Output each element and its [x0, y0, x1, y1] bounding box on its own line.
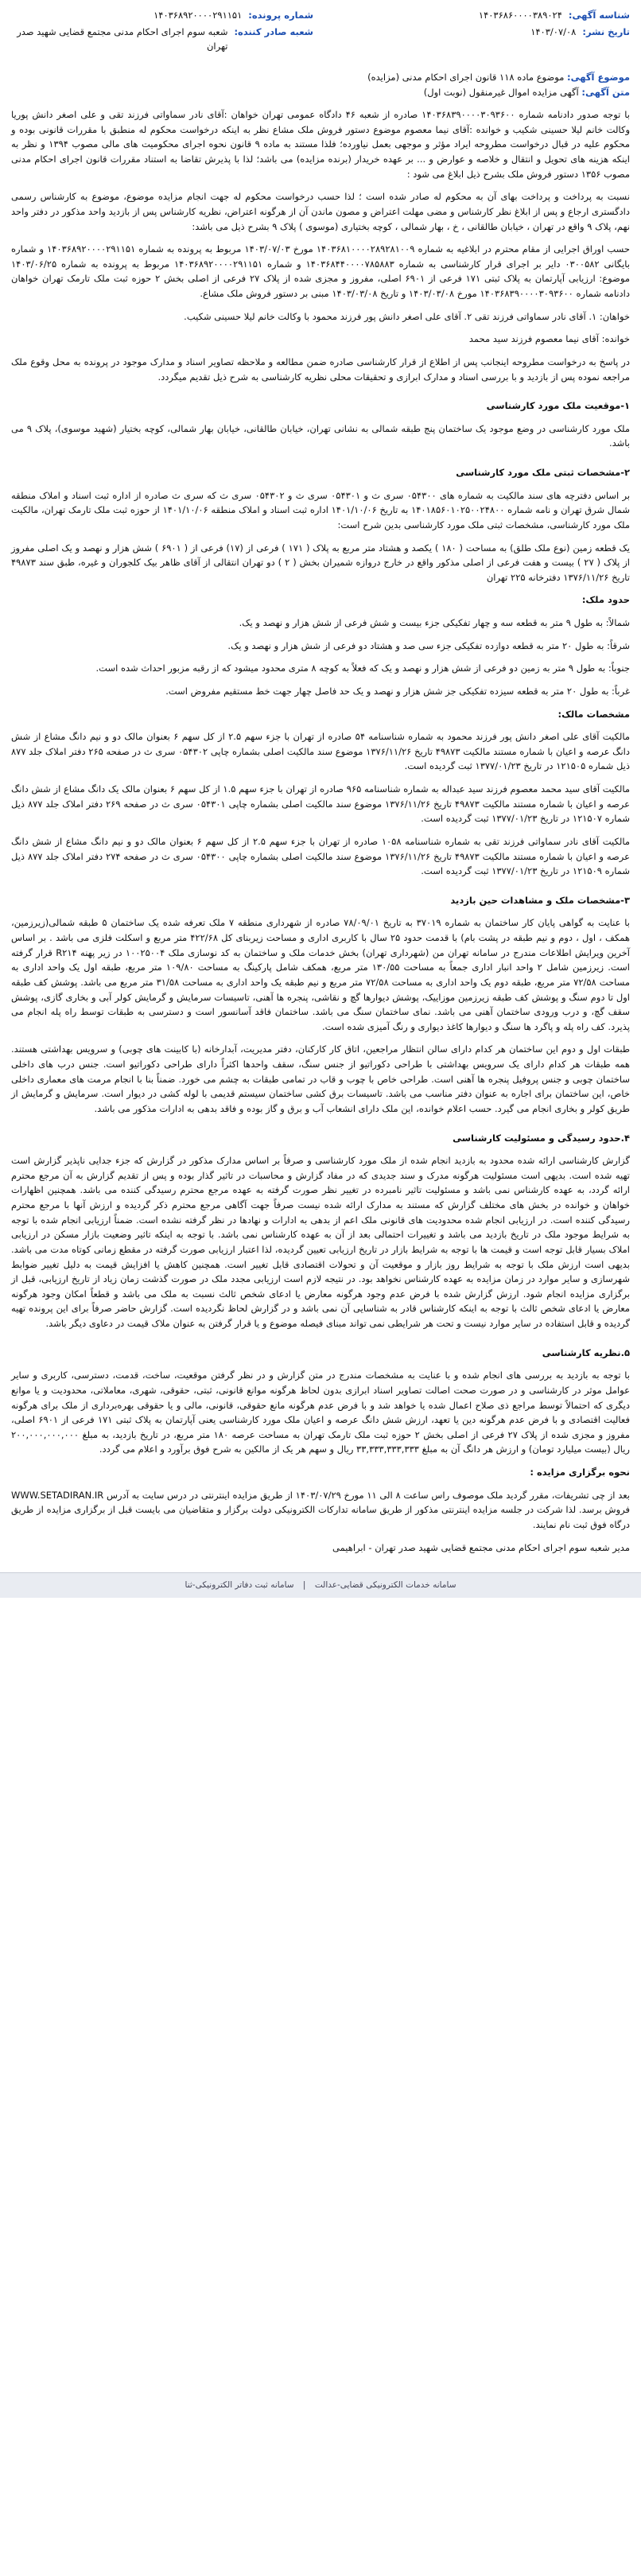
header-left — [11, 8, 313, 56]
observations-paragraph-2: طبقات اول و دوم این ساختمان هر کدام دارای سالن انتظار مراجعین، اتاق کار کارکنان، دفتر مدیریت، آبدارخانه (با کابینت های چوبی) و سرویس بهداشتی هستند. همه طبقات هر کدام دارای یک سرویس بهداشتی با طراحی دکوراتیو از جنس سنگ، سقف واحدها اکثراً دارای طراحی دکوراتیو است. جنس درب های داخلی ساختمان چوبی و جنس پروفیل پنجره ها آهنی است. طراحی خاص با چوب و قاب در تمامی طبقات به چشم می خورد. ضمناً بنا با انجام مرمت های معماری داخلی خاص، این ساختمان برای اجاره به عنوان دفتر مناسب می باشد. تاسیسات برق کشی ساختمان سیستم قدیمی با لوله کشی در دیوار است. سرمایش و گرمایش از طریق کولر و بخاری انجام می گیرد. حسب اعلام خوانده، این ملک دارای انشعاب آب و برق و گاز بوده و فاقد بدهی به ادارات مذکور می باشد. — [11, 1043, 630, 1114]
section-opinion-title: ۵.نظریه کارشناسی — [542, 1346, 630, 1358]
body-title — [11, 85, 630, 100]
body-title-text: آگهی مزایده اموال غیرمنقول (نوبت اول) — [423, 86, 579, 98]
opinion-paragraph: با توجه به بازدید به بررسی های انجام شده و با عنایت به مشخصات مندرج در متن گزارش و در نظر گرفتن موقعیت، ساخت، قدمت، دسترسی، کاربری و سایر عوامل موثر در کارشناسی و در صورت صحت اصالت تصاویر اسناد ابرازی بدون لحاظ هرگونه موانع قانونی، ثبتی، حقوقی، شهری، معاملاتی، محدودیت و یا موانع دیگری که احتمالاً توسط مراجع ذی صلاح اعمال شده یا خواهد شد و با فرض عدم هرگونه مانع حقوقی، قانونی، مالی و یا حقوقی بهره‌برداری از ملک برای هرگونه فعالیت اقتصادی و با فرض عدم هرگونه دین یا تعهد، ارزش شش دانگ عرصه و اعیان ملک مورد کارشناسی یعنی آپارتمان به پلاک ثبتی ۱۷۱ فرعی از ۶۹۰۱ اصلی، مفروز و مجزی شده از پلاک ۲۷ فرعی از اصلی بخش ۲ حوزه ثبت ملک تارمک تهران به مساحت عرصه ۱۸۰ متر مربع، در تاریخ بازدید، به مبلغ ۲۰۰,۰۰۰,۰۰۰,۰۰۰ ریال (بیست میلیارد تومان) و ارزش هر دانگ آن به مبلغ ۳۳,۳۳۳,۳۳۳,۳۳۳ ریال و سهم هر یک از مالکین به شرح فوق برآورد و اعلام می گردد. — [11, 1370, 630, 1455]
pub-date-row — [328, 25, 630, 40]
paragraph-1: با توجه صدور دادنامه شماره ۱۴۰۳۶۸۳۹۰۰۰۰۳۰۹۳۶۰۰ صادره از شعبه ۴۶ دادگاه عمومی تهران خواهان :آقای نادر سماواتی فرزند تقی و علی اصغر دانش پوریا وکالت خانم لیلا حسینی شکیب و خوانده :آقای نیما معصوم موضوع دستور فروش ملک مشاع نظر به اینکه درخواست محکوم له منطبق با مقررات قانونی بوده و محکوم علیه در قبال درخواست مطروحه ایراد مؤثر و موجهی بعمل نیاورده؛ فلذا مستند به ماده ۹ قانون نحوه اجرای محکومیت های مالی مصوب ۱۳۹۴ و نظر به اینکه هزینه های تحویل و انتقال و خلاصه و عوارض و ... بر عهده خریدار (برنده مزایده) می باشد؛ لذا با پذیرش تقاضا به استناد مقررات قانون اجرای احکام مدنی مصوب ۱۳۵۶ دستور فروش ملک بشرح ذیل ابلاغ می شود : — [11, 109, 630, 180]
subject — [11, 70, 630, 85]
paragraph-5: خوانده: آقای نیما معصوم فرزند سید محمد — [468, 333, 630, 345]
paragraph-2: نسبت به پرداخت و پرداخت بهای آن به محکوم له صادر شده است ؛ لذا حسب درخواست محکوم له جهت انجام مزایده موضوع، موضوع به کارشناس رسمی دادگستری ارجاع و پس از ابلاغ نظر کارشناس و مضی مهلت اعتراض و مصون ماندن آن از هرگونه اعتراض، نظریه کارشناس پس از بازدید واحد مذکور در دفتر واحد نهم، پلاک ۹ واقع در تهران ، خیابان طالقانی ، خ ، بهار شمالی ، کوچه بختیاری (موسوی ) پلاک ۹ بشرح ذیل می باشد: — [11, 191, 630, 232]
header-right — [328, 8, 630, 56]
section-observations — [11, 893, 630, 1117]
section-location-text: ملک مورد کارشناسی در وضع موجود یک ساختمان پنج طبقه شمالی به نشانی تهران، خیابان طالقانی، خیابان بهار شمالی، کوچه بختیار (شهید موسوی)، پلاک ۹ می باشد. — [11, 422, 630, 449]
limit-west: غرباً: به طول ۲۰ متر به قطعه سیزده تفکیکی جز شش هزار و نهصد و یک حد فاصل چهار جهت خط مستقیم مفروض است. — [165, 685, 630, 697]
ad-code-label: شناسه آگهی: — [568, 10, 630, 21]
limit-east: شرقاً: به طول ۲۰ متر به قطعه دوازده تفکیکی جزء سی صد و هشتاد دو فرعی از شش هزار و نهصد و یک. — [227, 639, 630, 651]
paragraph-6: در پاسخ به درخواست مطروحه اینجانب پس از اطلاع از قرار کارشناسی صادره ضمن مطالعه و ملاحظه تصاویر اسناد و مدارک موجود در پرونده به محل وقوع ملک مراجعه نموده پس از بازدید و با بررسی اسناد و مدارک ابرازی و تحقیقات محلی نظریه کارشناسی به شرح ذیل تقدیم میگردد. — [11, 356, 630, 383]
pub-date-label: تاریخ نشر: — [582, 25, 630, 37]
paragraph-3: حسب اوراق اجرایی از مقام محترم در ابلاغیه به شماره ۱۴۰۳۶۸۱۰۰۰۰۲۸۹۲۸۱۰۰۹ مورخ ۱۴۰۳/۰۷/۰۳ مربوط به پرونده به شماره ۱۴۰۳۶۸۹۲۰۰۰۰۲۹۱۱۵۱ و شماره بایگانی ۰۳۰۰۵۸۲ دایر بر اجرای قرار کارشناسی به شماره ۱۴۰۳۶۸۴۴۰۰۰۰۷۸۵۸۸۳ و شماره ۱۴۰۳۶۸۹۲۰۰۰۰۲۹۱۱۵۱ مربوط به پرونده به شماره ۱۴۰۳/۰۶/۲۵ موضوع: ارزیابی آپارتمان به پلاک ثبتی ۱۷۱ فرعی از ۶۹۰۱ اصلی، مفروز و مجزی شده از پلاک ۲۷ فرعی از اصلی بخش ۲ حوزه ثبت ملک تارمک تهران خواهان دادنامه شماره ۱۴۰۳۶۸۳۹۰۰۰۰۳۰۹۳۶۰۰ مورخ ۱۴۰۳/۰۳/۰۸ و تاریخ ۱۴۰۳/۰۳/۰۸ مبنی بر دستور فروش ملک مشاع. — [11, 243, 631, 299]
issuer: شعبه سوم اجرای احکام مدنی مجتمع قضایی شهید صدر تهران — [17, 25, 228, 52]
footer-link-adalat[interactable]: سامانه خدمات الکترونیکی قضایی-عدالت — [314, 1580, 456, 1591]
section-registration-title: ۲-مشخصات ثبتی ملک مورد کارشناسی — [456, 467, 630, 478]
section-opinion — [11, 1346, 630, 1556]
reg-no-label: شماره پرونده: — [248, 10, 313, 21]
paragraph-4: خواهان: ۱. آقای نادر سماواتی فرزند تقی ۲. آقای علی اصغر دانش پور فرزند محمود با وکالت خانم لیلا حسینی شکیب. — [184, 310, 630, 322]
pub-date: ۱۴۰۳/۰۷/۰۸ — [530, 25, 577, 37]
section-registration — [11, 465, 630, 879]
auction-method-text: بعد از چی تشریفات، مقرر گردید ملک موصوف راس ساعت ۸ الی ۱۱ مورخ ۱۴۰۳/۰۷/۲۹ از طریق مزایده اینترنتی در درس سایت به آدرس WWW.SETADIRAN.IR فروش برسد. لذا شرکت در جلسه مزایده اینترنتی مذکور از طریق سامانه تدارکات الکترونیکی دولت برگزار و متقاضیان می بایست قبل از برگزاری مزایده از طریق درگاه فوق ثبت نام نمایند. — [11, 1489, 630, 1530]
reg-no: ۱۴۰۳۶۸۹۲۰۰۰۰۲۹۱۱۵۱ — [153, 10, 243, 21]
ad-code: ۱۴۰۳۶۸۶۰۰۰۰۳۸۹۰۲۴ — [478, 10, 562, 21]
registration-paragraph-2: یک قطعه زمین (نوع ملک طلق) به مساحت ( ۱۸۰ ) یکصد و هشتاد متر مربع به پلاک ( ۱۷۱ ) فرعی از (۱۷) فرعی از ( ۶۹۰۱ ) شش هزار و نهصد و یک اصلی مفروز از پلاک ( ۲۷ ) بیست و هفت فرعی از اصلی مذکور واقع در خارج دروازه شمیران بخش ( ۲ ) دو تهران انتقالی از آقای ظاهر بیک کلجوران و غیره، طبق سند ۴۹۸۷۳ تاریخ ۱۳۷۶/۱۱/۲۶ دفترخانه ۲۲۵ تهران — [11, 542, 630, 583]
limit-south: جنوباً: به طول ۹ متر به زمین دو فرعی از شش هزار و نهصد و یک که فعلاً به کوچه ۸ متری محدود میشود که از رقبه مزبور احداث شده است. — [95, 662, 630, 674]
section-location-title: ۱-موقعیت ملک مورد کارشناسی — [486, 400, 630, 412]
registration-paragraph-1: بر اساس دفترچه های سند مالکیت به شماره های ۰۵۴۳۰۰ سری ث و ۰۵۴۳۰۱ سری ث و ۰۵۴۳۰۲ سری ث که سری ث صادره از اداره ثبت اسناد و املاک منطقه شمال شرق تهران و نامه شماره ۱۴۰۱۸۵۶۰۱۰۲۵۰۰۲۴۸۰۰ به تاریخ ۱۴۰۱/۱۰/۰۶ اداره ثبت اسناد و املاک منطقه ۱۴۰۱/۱۰/۰۶ از حوزه ثبت ملک تارمک تهران، مالکیت ملک مورد کارشناسی، مشخصات ثبتی ملک مورد کارشناسی بدین شرح است: — [11, 489, 631, 530]
subject-label: موضوع آگهی: — [567, 71, 630, 83]
issuer-row — [11, 25, 313, 54]
section-scope-title: ۴.حدود رسیدگی و مسئولیت کارشناسی — [453, 1132, 630, 1144]
header — [11, 6, 630, 56]
reg-no-row — [11, 8, 313, 23]
footer-bar — [0, 1572, 641, 1598]
subject-text: موضوع ماده ۱۱۸ قانون اجرای احکام مدنی (مزایده) — [367, 71, 565, 83]
section-location — [11, 398, 630, 451]
limits-title: حدود ملک: — [581, 594, 630, 606]
owners-title: مشخصات مالک: — [557, 708, 630, 720]
section-observations-title: ۳-مشخصات ملک و مشاهدات حین بازدید — [450, 894, 630, 906]
ad-code-row — [328, 8, 630, 23]
footer-link-sana[interactable]: سامانه ثبت دفاتر الکترونیکی-ثنا — [185, 1580, 294, 1591]
limit-north: شمالاً: به طول ۹ متر به قطعه سه و چهار تفکیکی جزء بیست و شش فرعی از شش هزار و نهصد و یک. — [239, 617, 630, 628]
body-title-label: متن آگهی: — [581, 86, 630, 98]
owner-1: مالکیت آقای علی اصغر دانش پور فرزند محمود به شماره شناسنامه ۵۴ صادره از تهران با جزء سهم ۲.۵ از کل سهم ۶ بعنوان مالک دو و نیم دانگ مشاع از شش دانگ عرصه و اعیان با شماره مستند مالکیت ۴۹۸۷۳ تاریخ ۱۳۷۶/۱۱/۲۶ موضوع سند مالکیت اصلی بشماره چاپی ۰۵۴۳۰۲ سری ث در صفحه ۲۶۵ دفتر املاک جلد ۸۷۷ ذیل شماره ۱۲۱۵۰۵ در تاریخ ۱۳۷۷/۰۱/۲۳ ثبت گردیده است. — [11, 731, 631, 772]
observations-paragraph-1: با عنایت به گواهی پایان کار ساختمان به شماره ۳۷۰۱۹ به تاریخ ۷۸/۰۹/۰۱ صادره از شهرداری منطقه ۷ ملک تعرفه شده یک ساختمان ۵ طبقه شمالی(زیرزمین، همکف ، اول ، دوم و نیم طبقه در پشت بام) با قدمت حدود ۲۵ سال با کاربری اداری و مساحت زیربنای کل ۴۲۲/۶۸ متر مربع و اسکلت فلزی می باشد . بر اساس آخرین ویرایش اطلاعات مندرج در سامانه تهران من (شهرداری تهران) بخش خدمات ملک و ساختمان به کد نوسازی ملک ۱۰۰۲۵۰۰۴ در زیر پهنه R۲۱۴ قرار گرفته است. زیرزمین شامل ۲ واحد انبار اداری جمعاً به مساحت ۱۳۰/۵۵ متر مربع، همکف شامل پارکینگ به مساحت ۱۰۹/۸۰ متر مربع، طبقه اول یک واحد اداری به مساحت ۷۲/۵۸ متر مربع، طبقه دوم یک واحد اداری به مساحت ۷۲/۵۸ متر مربع و نیم طبقه یک واحد اداری به مساحت ۳۱/۵۸ متر مربع می باشد. پوشش کف طبقه اول تا دوم سنگ و پوشش کف طبقه زیرزمین موزاییک، پوشش دیوارها گچ و نقاشی، پنجره ها آهنی، تاسیسات سرمایش و گرمایش کولر آبی و بخاری گازی، پوشش سقف گچ، و درب ورودی ساختمان آهنی می باشد. نمای ساختمان سنگ می باشد. ساختمان فاقد آسانسور است و دسترسی به طبقات توسط راه پله انجام می پذیرد. کف راه پله و پاگرد ها سنگ و دیوارها کاغذ دیواری و رنگ آمیزی شده است. — [11, 917, 631, 1032]
owner-2: مالکیت آقای سید محمد معصوم فرزند سید عبداله به شماره شناسنامه ۹۶۵ صادره از تهران با جزء سهم ۱.۵ از کل سهم ۶ بعنوان مالک یک دانگ مشاع از شش دانگ عرصه و اعیان با شماره مستند مالکیت ۴۹۸۷۳ تاریخ ۱۳۷۶/۱۱/۲۶ موضوع سند مالکیت اصلی بشماره چاپی ۰۵۴۳۰۱ سری ث در صفحه ۲۶۹ دفتر املاک جلد ۸۷۷ ذیل شماره ۱۲۱۵۰۷ در تاریخ ۱۳۷۷/۰۱/۲۳ ثبت گردیده است. — [11, 783, 631, 825]
footer-separator: | — [302, 1580, 306, 1591]
issuer-label: شعبه صادر کننده: — [234, 25, 313, 37]
scope-paragraph: گزارش کارشناسی ارائه شده محدود به بازدید انجام شده از ملک مورد کارشناسی و صرفاً بر اساس مدارک مذکور در گزارش که جزء جدایی ناپذیر گزارش است تهیه شده است. بدیهی است مسئولیت هرگونه مدرک و سند جدیدی که در مفاد گزارش و محاسبات در تاثیر گذار بوده و پس از تقدیم گزارش به آن مرجع محترم ارائه گردد، به عهده کارشناس نمی باشد و مسئولیت تاثیر نامبرده در تغییر نظر صورت گرفته به عهده مرجع محترم رسیدگی کننده می باشد. همچنین اظهارات خواهان و خوانده در بخش های مختلف گزارش که مستند به مدارک ارائه شده نیست صرفاً جهت آگاهی مرجع محترم ذکر گردیده و ارزش آنها با مرجع محترم رسیدگی کننده است. در ارزیابی انجام شده محدودیت های قانونی ملک اعم از بدهی به ادارات و نهادها در نظر گرفته نشده است. ضمناً ارزیابی انجام شده با توجه به شرایط موجود ملک در تاریخ بازدید می باشد و تغییرات احتمالی بعد از آن به عهده کارشناس نمی باشد. با توجه به اینکه تاثیر وضعیت بازار مسکن در ارزیابی املاک بسیار قابل توجه است و قیمت ها با توجه به شرایط بازار در تاریخ ارزیابی تعیین گردیده، لذا اعتبار ارزیابی صورت گرفته در مقطع زمانی کوتاه مدت می باشد. بدیهی است ارزش ملک با توجه به شرایط روز بازار و موقعیت آن و تحولات اقتصادی قابل تغییر است. همچنین کاهش یا افزایش قیمت به دلیل تغییر ضوابط شهرسازی و سایر موارد در زمان مزایده به عهده کارشناس نخواهد بود. در نتیجه لازم است ارزیابی مجدد ملک در صورت گذشت زمان زیاد از تاریخ ارزیابی، قبل از برگزاری مزایده انجام شود. ارزش گزارش شده با فرض عدم وجود هرگونه معارض یا ادعای شخص ثالث نسبت به ملک می باشد و قطعاً امکان وجود هرگونه معارض یا ادعای شخص ثالث با توجه به اینکه کارشناس قادر به شناسایی آن نمی باشد و در گزارش لحاظ نگردیده است. گزارش حاضر صرفاً برای این پرونده تهیه گردیده و قابل استفاده در سایر موارد نیست و تحت هر شرایطی نمی تواند مبنای فیصله موضوع و یا قرار گرفتن به عنوان ملاک قیمت در دعاوی دیگر باشد. — [11, 1155, 630, 1329]
owner-3: مالکیت آقای نادر سماواتی فرزند تقی به شماره شناسنامه ۱۰۵۸ صادره از تهران با جزء سهم ۲.۵ از کل سهم ۶ بعنوان مالک دو و نیم دانگ مشاع از شش دانگ عرصه و اعیان با شماره مستند مالکیت ۴۹۸۷۳ تاریخ ۱۳۷۶/۱۱/۲۶ موضوع سند مالکیت اصلی بشماره چاپی ۰۵۴۳۰۰ سری ث در صفحه ۲۷۴ دفتر املاک جلد ۸۷۷ ذیل شماره ۱۲۱۵۰۹ در تاریخ ۱۳۷۷/۰۱/۲۳ ثبت گردیده است. — [11, 835, 631, 877]
section-scope — [11, 1131, 630, 1331]
auction-method-title: نحوه برگزاری مزایده : — [530, 1467, 630, 1478]
signature: مدیر شعبه سوم اجرای احکام مدنی مجتمع قضایی شهید صدر تهران - ابراهیمی — [332, 1541, 630, 1553]
